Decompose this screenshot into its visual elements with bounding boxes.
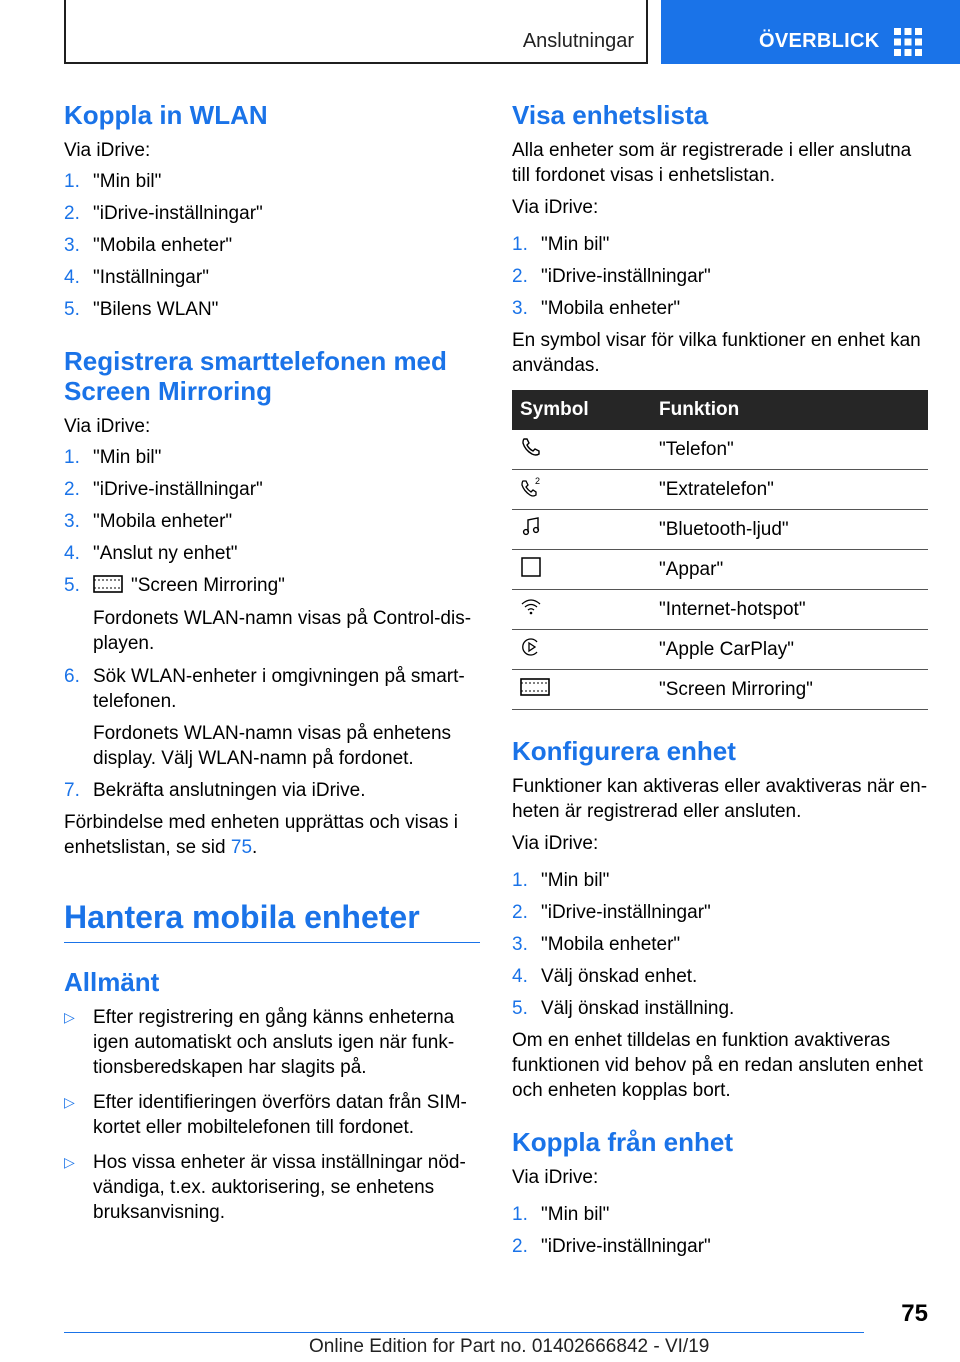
list-item: 6. Sök WLAN-enheter i omgivningen på smart- telefonen. Fordonets WLAN-namn visas på enhetens display. Välj WLAN-namn på fordonet. — [64, 664, 484, 771]
header-chapter-title: ÖVERBLICK — [759, 30, 880, 52]
list-item: 1. "Min bil" — [512, 234, 610, 255]
via-idrive: Via iDrive: — [512, 1167, 599, 1188]
list-item: 3. "Mobila enheter" — [64, 511, 233, 532]
paragraph: En symbol visar för vilka funktioner en enhet kan användas. — [512, 330, 921, 376]
list-item: 5. "Screen Mirroring" Fordonets WLAN-namn visas på Control-dis- playen. — [64, 573, 484, 656]
list-item: 3. "Mobila enheter" — [512, 934, 681, 955]
table-row — [512, 470, 928, 510]
via-idrive: Via iDrive: — [512, 833, 599, 854]
list-item: 2. "iDrive-inställningar" — [512, 902, 711, 923]
paragraph: Förbindelse med enheten upprättas och visas i enhetslistan, se sid 75. — [64, 812, 458, 858]
app-square-icon — [520, 556, 542, 578]
footer-rule — [64, 1332, 864, 1333]
steps-configure — [512, 868, 928, 1021]
list-item: 7. Bekräfta anslutningen via iDrive. — [64, 780, 366, 801]
svg-text:2: 2 — [535, 475, 541, 486]
steps-register — [64, 445, 484, 803]
music-note-icon — [520, 516, 542, 538]
column-header-symbol: Symbol — [512, 390, 651, 430]
table-row — [512, 510, 928, 550]
table-row — [512, 430, 928, 470]
table-header — [512, 390, 928, 430]
paragraph: Alla enheter som är registrerade i eller anslutna till fordonet visas i enhetslistan. — [512, 140, 912, 186]
column-header-funktion: Funktion — [651, 390, 928, 430]
section-title-koppla-fran-enhet: Koppla från enhet — [512, 1127, 734, 1157]
list-item: ▷ Efter identifieringen överförs datan från SIM- kortet eller mobiltelefonen till fordonet. — [64, 1092, 467, 1138]
function-cell: "Screen Mirroring" — [651, 670, 928, 710]
footer-edition: Online Edition for Part no. 01402666842 - VI/19 — [309, 1336, 710, 1357]
via-idrive: Via iDrive: — [512, 197, 599, 218]
section-title-konfigurera-enhet: Konfigurera enhet — [512, 736, 736, 766]
page-reference-link[interactable]: 75 — [230, 837, 253, 858]
function-cell: "Apple CarPlay" — [651, 630, 928, 670]
function-cell: "Internet-hotspot" — [651, 590, 928, 630]
table-row — [512, 590, 928, 630]
list-item: 1. "Min bil" — [64, 171, 162, 192]
list-item: 4. Välj önskad enhet. — [512, 966, 698, 987]
list-item: 3. "Mobila enheter" — [64, 235, 233, 256]
symbol-table — [512, 390, 928, 710]
section-title-koppla-in-wlan: Koppla in WLAN — [64, 100, 268, 130]
chapter-title: Hantera mobila enheter — [64, 899, 420, 935]
chapter-heading-block — [64, 897, 480, 943]
list-item: 1. "Min bil" — [512, 1204, 610, 1225]
right-column — [512, 100, 928, 1259]
steps-disconnect — [512, 1202, 928, 1259]
note: Fordonets WLAN-namn visas på Control-dis- playen. — [93, 608, 472, 654]
list-item: 4. "Inställningar" — [64, 267, 209, 288]
section-title-allmant: Allmänt — [64, 967, 160, 997]
list-item: 4. "Anslut ny enhet" — [64, 543, 238, 564]
list-item: 3. "Mobila enheter" — [512, 298, 681, 319]
list-item: 5. "Bilens WLAN" — [64, 299, 219, 320]
list-item: ▷ Hos vissa enheter är vissa inställningar nöd- vändiga, t.ex. auktorisering, se enhetens bruksanvisning. — [64, 1152, 466, 1223]
header-section-box — [64, 0, 648, 64]
extra-phone-icon — [520, 476, 542, 498]
list-item: 2. "iDrive-inställningar" — [512, 1236, 711, 1257]
phone-icon — [520, 436, 542, 458]
section-title-registrera: Registrera smarttelefonen med Screen Mirroring — [64, 346, 447, 406]
table-row — [512, 670, 928, 710]
function-cell: "Telefon" — [651, 430, 928, 470]
list-item: 1. "Min bil" — [512, 870, 610, 891]
via-idrive: Via iDrive: — [64, 416, 151, 437]
page-number: 75 — [901, 1300, 928, 1327]
list-item: 2. "iDrive-inställningar" — [64, 479, 263, 500]
steps-list — [512, 232, 928, 321]
carplay-icon — [520, 636, 542, 658]
header-section-title: Anslutningar — [522, 30, 634, 52]
steps-wlan — [64, 169, 484, 322]
list-item: 2. "iDrive-inställningar" — [512, 266, 711, 287]
function-cell: "Extratelefon" — [651, 470, 928, 510]
paragraph: Om en enhet tilldelas en funktion avaktiveras funktionen vid behov på en redan ansluten enhet och enheten kopplas bort. — [512, 1030, 923, 1101]
note: Fordonets WLAN-namn visas på enhetens display. Välj WLAN-namn på fordonet. — [93, 723, 452, 769]
section-title-visa-enhetslista: Visa enhetslista — [512, 100, 709, 130]
bullets-allmant — [64, 1005, 484, 1225]
function-cell: "Bluetooth-ljud" — [651, 510, 928, 550]
grid-menu-icon — [894, 28, 922, 56]
table-row — [512, 630, 928, 670]
list-item: 5. Välj önskad inställning. — [512, 998, 735, 1019]
screen-mirroring-icon — [93, 574, 123, 594]
via-idrive: Via iDrive: — [64, 140, 151, 161]
screen-mirroring-icon — [520, 677, 550, 697]
table-row — [512, 550, 928, 590]
function-cell: "Appar" — [651, 550, 928, 590]
header-chapter-tab[interactable] — [661, 0, 960, 64]
left-column — [64, 100, 484, 1225]
wifi-icon — [520, 596, 542, 618]
list-item: ▷ Efter registrering en gång känns enheterna igen automatiskt och ansluts igen när funk- tionsberedskapen har slagits på. — [64, 1007, 455, 1078]
paragraph: Funktioner kan aktiveras eller avaktiveras när en- heten är registrerad eller ansluten. — [512, 776, 928, 822]
list-item: 2. "iDrive-inställningar" — [64, 203, 263, 224]
list-item: 1. "Min bil" — [64, 447, 162, 468]
